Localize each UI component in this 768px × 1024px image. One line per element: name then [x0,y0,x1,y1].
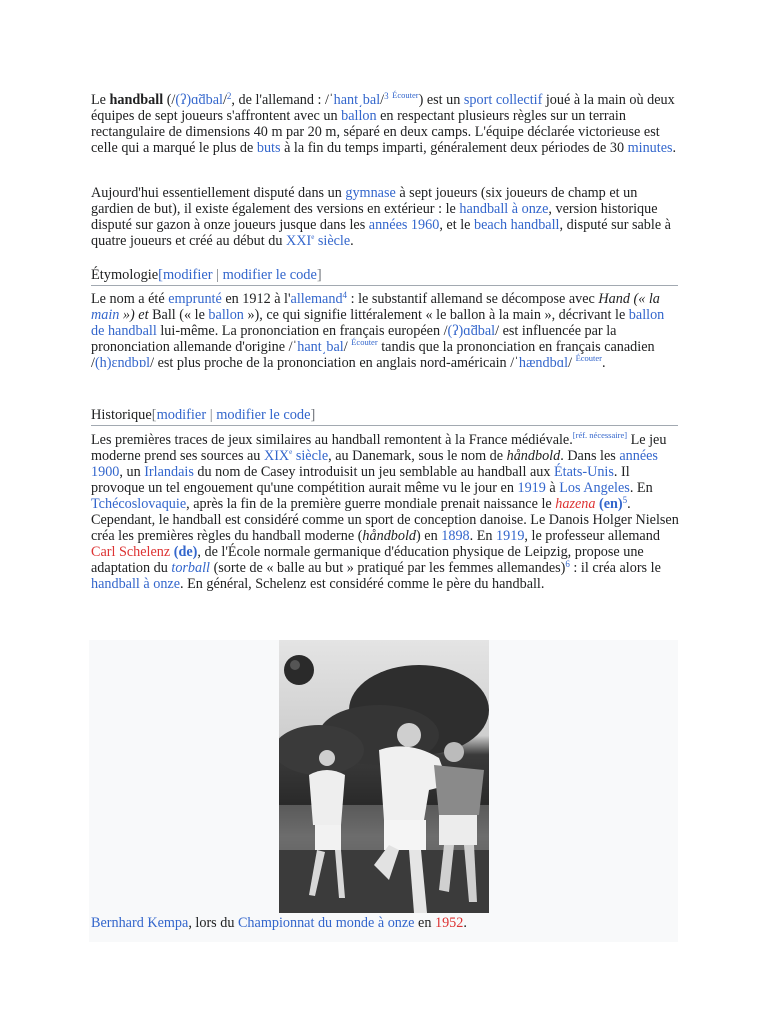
historique-paragraph [91,432,681,592]
link-xxie-siecle[interactable] [286,233,350,249]
ref-4[interactable]: 4 [342,290,348,300]
link-beach-handball[interactable]: beach handball [473,217,560,233]
link-ballon-de-handball[interactable]: ballon de handball [91,307,665,339]
text: , de l'École normale germanique d'éducation physique de Leipzig, propose une adaptation du [91,544,644,576]
link-allemand[interactable]: allemand [290,291,343,307]
link-1919[interactable]: 1919 [517,480,546,496]
ref-6[interactable]: 6 [565,559,570,569]
text: siècle [314,233,351,249]
text: en [414,915,435,931]
redlink-hazena[interactable]: hazena [555,496,596,512]
text: : il créa alors le [569,560,661,576]
ref-5[interactable]: 5 [622,495,628,505]
heading-text: Étymologie [91,267,159,283]
ipa-link-canadian[interactable]: (h)ɛndbɒl [94,355,151,371]
text: , version historique disputé sur gazon à onze joueurs jusque dans les [91,201,658,233]
term-handball: handball [109,92,164,108]
text: e [289,448,293,456]
link-irlandais[interactable]: Irlandais [144,464,194,480]
ipa-link-english[interactable]: hændbɑl [518,355,569,371]
text: (sorte de « balle au but » pratiqué par les femmes allemandes) [210,560,566,576]
handball-photo[interactable] [279,640,489,913]
text: à la fin du temps imparti, généralement deux périodes de 30 [280,140,628,156]
figure-caption [91,915,467,931]
link-sport-collectif[interactable]: sport collectif [463,92,543,108]
link-emprunte[interactable]: emprunté [168,291,222,307]
interlanguage-link-en[interactable]: (en) [595,496,623,512]
link-annees-1900[interactable]: années 1900 [91,448,658,480]
link-bernhard-kempa[interactable]: Bernhard Kempa [91,915,189,931]
text: , lors du [188,915,238,931]
edit-source-link[interactable]: modifier le code [222,267,317,283]
text: e [311,233,315,241]
text: XXI [286,233,312,249]
text: lui-même. La prononciation en français européen / [156,323,448,339]
text: ) est un [418,92,464,108]
photo-image [279,640,489,913]
text: Le jeu moderne prend ses sources au [91,432,667,464]
ref-3[interactable]: 3 [384,91,389,101]
edit-source-link[interactable]: modifier le code [216,407,311,423]
text: tandis que la prononciation en français canadien / [91,339,655,371]
text: håndbold [362,528,417,544]
section-heading-etymologie [91,266,678,286]
text: / [222,92,227,108]
link-ballon[interactable]: ballon [208,307,244,323]
text: . Cependant, le handball est considéré comme un sport de conception danoise. Le Danois Holger Nielsen créa les premières règles du handball moderne ( [91,496,679,544]
link-buts[interactable]: buts [256,140,281,156]
redlink-1952[interactable]: 1952 [434,915,464,931]
edit-section-link[interactable]: modifier [162,267,213,283]
text: , au Danemark, sous le nom de [328,448,507,464]
etymologie-paragraph [91,291,681,371]
redlink-carl-schelenz[interactable]: Carl Schelenz [91,544,171,560]
text: Ball (« le [148,307,209,323]
link-handball-a-onze[interactable]: handball à onze [459,201,549,217]
link-los-angeles[interactable]: Los Angeles [559,480,630,496]
link-xixe-siecle[interactable] [264,448,328,464]
listen-link[interactable]: Écouter [575,353,603,363]
text: , après la fin de la première guerre mondiale prenait naissance le [186,496,556,512]
link-1898[interactable]: 1898 [441,528,470,544]
bracket: ] [316,267,322,283]
text: / est plus proche de la prononciation en anglais nord-américain /ˈ [150,355,519,371]
text: , de l'allemand : /ˈ [231,92,334,108]
text: , le professeur allemand [524,528,660,544]
listen-link[interactable]: Écouter [351,337,378,347]
listen-link[interactable]: Écouter [392,90,419,100]
interlanguage-link-de[interactable]: (de) [170,544,198,560]
text: . [602,355,606,371]
text: Le nom a été [91,291,169,307]
text: / est influencée par la prononciation allemande d'origine /ˈ [91,323,617,355]
text: Les premières traces de jeux similaires au handball remontent à la France médiévale. [91,432,573,448]
bracket: [ [151,407,157,423]
text: en 1912 à l' [221,291,291,307]
text: . Dans les [560,448,620,464]
heading-text: Historique [91,407,152,423]
text: , et le [439,217,474,233]
bracket: ] [310,407,316,423]
link-handball-a-onze[interactable]: handball à onze [91,576,181,592]
link-1919[interactable]: 1919 [496,528,525,544]
separator: | [212,267,223,283]
text: , un [119,464,145,480]
intro-paragraph-2 [91,185,681,249]
text: Aujourd'hui essentiellement disputé dans un [91,185,346,201]
ipa-link-french[interactable]: (ʔ)ɑ̃dbal [175,92,223,108]
figure-thumbnail [89,640,678,942]
text: . [350,233,354,249]
text: »), ce qui signifie littéralement « le ballon à la main », décrivant le [243,307,629,323]
text: Hand (« la [598,291,660,307]
text: XIX [263,448,290,464]
text: . [672,140,677,156]
text: . En [469,528,497,544]
text: à sept joueurs (six joueurs de champ et un gardien de but), il existe également des versions en extérieur : le [91,185,638,217]
text: . [463,915,467,931]
text: en respectant plusieurs règles sur un terrain rectangulaire de dimensions 40 m par 20 m, séparé en deux camps. L'équipe déclarée victorieuse est celle qui a marqué le plus de [91,108,660,156]
link-gymnase[interactable]: gymnase [345,185,396,201]
section-heading-historique [91,406,678,426]
link-main[interactable]: main [91,307,120,323]
text: / [343,339,352,355]
text: joué à la main où deux équipes de sept joueurs s'affrontent avec un [91,92,675,124]
text: , disputé sur sable à quatre joueurs et créé au début du [91,217,671,249]
text: Le [91,92,110,108]
edit-section-link[interactable]: modifier [156,407,207,423]
ipa-link-french[interactable]: (ʔ)ɑ̃dbal [447,323,496,339]
link-torball[interactable]: torball [171,560,211,576]
text: / [568,355,576,371]
text: håndbold [506,448,561,464]
text: . En général, Schelenz est considéré comme le père du handball. [180,576,545,592]
link-etats-unis[interactable]: États-Unis [553,464,614,480]
ipa-link-german[interactable]: hant͵bal [297,339,344,355]
text: siècle [292,448,329,464]
ref-2[interactable]: 2 [226,91,232,101]
link-minutes[interactable]: minutes [627,140,673,156]
link-tchecoslovaquie[interactable]: Tchécoslovaquie [91,496,187,512]
text: . En [629,480,653,496]
ipa-link-german[interactable]: hant͵bal [333,92,381,108]
text: / [380,92,385,108]
text: du nom de Casey introduisit un jeu semblable au handball aux [193,464,554,480]
link-annees-1960[interactable]: années 1960 [368,217,440,233]
link-ballon[interactable]: ballon [341,108,377,124]
text: à [545,480,560,496]
text: (/ [163,92,176,108]
link-championnat-du-monde-a-onze[interactable]: Championnat du monde à onze [237,915,415,931]
bracket: [ [158,267,163,283]
text: ») et [119,307,149,323]
citation-needed-link[interactable]: [réf. nécessaire] [572,430,628,440]
text: . Il provoque un tel engouement qu'une compétition aurait même vu le jour en [91,464,630,496]
intro-paragraph-1 [91,92,681,156]
text: : le substantif allemand se décompose avec [347,291,599,307]
text: ) en [416,528,442,544]
separator: | [206,407,217,423]
